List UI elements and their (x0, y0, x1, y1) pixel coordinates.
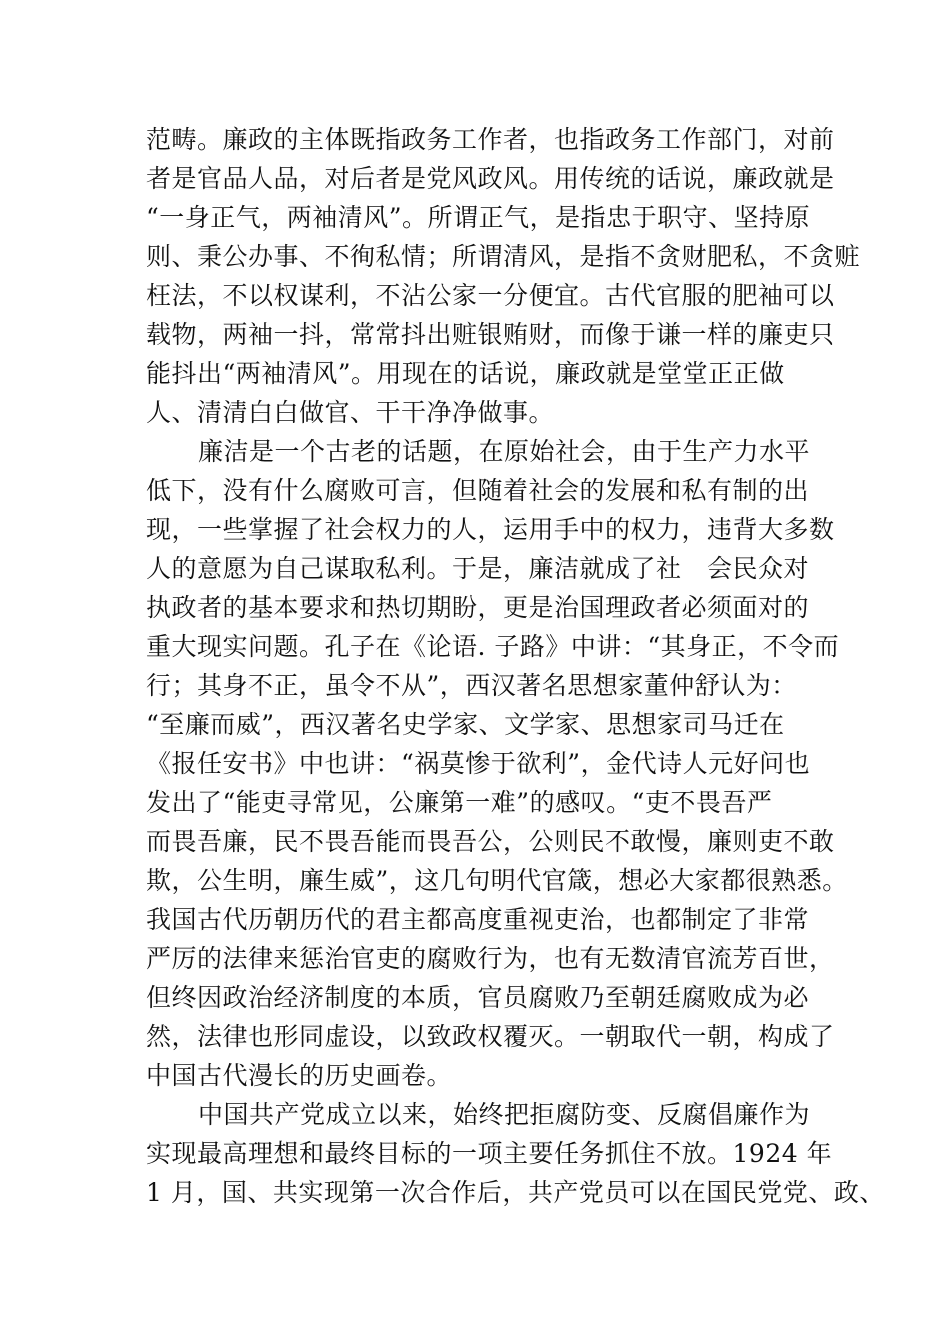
text-line: 《报任安书》中也讲：“祸莫惨于欲利”，金代诗人元好问也 (146, 749, 811, 778)
text-line: 范畴。廉政的主体既指政务工作者，也指政务工作部门，对前 (146, 125, 835, 154)
body-text (146, 120, 885, 1212)
paragraph-start-line: 中国共产党成立以来，始终把拒腐防变、反腐倡廉作为 (198, 1100, 811, 1129)
text-line: 人、清清白白做官、干干净净做事。 (146, 398, 555, 427)
text-line: 严厉的法律来惩治官吏的腐败行为，也有无数清官流芳百世， (146, 944, 835, 973)
text-line: 实现最高理想和最终目标的一项主要任务抓住不放。1924 年 (146, 1139, 833, 1168)
text-line: 人的意愿为自己谋取私利。于是，廉洁就成了社 会民众对 (146, 554, 810, 583)
text-line: 1 月，国、共实现第一次合作后，共产党员可以在国民党党、政、 (146, 1178, 885, 1207)
text-line: 欺，公生明，廉生威”，这几句明代官箴，想必大家都很熟悉。 (146, 866, 848, 895)
text-line: 载物，两袖一抖，常常抖出赃银贿财，而像于谦一样的廉吏只 (146, 320, 835, 349)
text-line: 者是官品人品，对后者是党风政风。用传统的话说，廉政就是 (146, 164, 835, 193)
text-line: 重大现实问题。孔子在《论语. 子路》中讲：“其身正，不令而 (146, 632, 840, 661)
text-line: 中国古代漫长的历史画卷。 (146, 1061, 453, 1090)
text-line: 然，法律也形同虚设，以致政权覆灭。一朝取代一朝，构成了 (146, 1022, 835, 1051)
text-line: 枉法，不以权谋利，不沾公家一分便宜。古代官服的肥袖可以 (146, 281, 835, 310)
paragraph-start-line: 廉洁是一个古老的话题，在原始社会，由于生产力水平 (198, 437, 811, 466)
text-line: “一身正气，两袖清风”。所谓正气，是指忠于职守、坚持原 (146, 203, 811, 232)
text-line: 我国古代历朝历代的君主都高度重视吏治，也都制定了非常 (146, 905, 810, 934)
text-line: 但终因政治经济制度的本质，官员腐败乃至朝廷腐败成为必 (146, 983, 810, 1012)
text-line: “至廉而威”，西汉著名史学家、文学家、思想家司马迁在 (146, 710, 785, 739)
text-line: 能抖出“两袖清风”。用现在的话说，廉政就是堂堂正正做 (146, 359, 785, 388)
text-line: 低下，没有什么腐败可言，但随着社会的发展和私有制的出 (146, 476, 810, 505)
text-line: 行；其身不正，虽令不从”，西汉著名思想家董仲舒认为： (146, 671, 797, 700)
text-line: 则、秉公办事、不徇私情；所谓清风，是指不贪财肥私，不贪赃 (146, 242, 861, 271)
text-line: 发出了“能吏寻常见，公廉第一难”的感叹。“吏不畏吾严 (146, 788, 773, 817)
text-line: 现，一些掌握了社会权力的人，运用手中的权力，违背大多数 (146, 515, 835, 544)
text-line: 执政者的基本要求和热切期盼，更是治国理政者必须面对的 (146, 593, 810, 622)
text-line: 而畏吾廉，民不畏吾能而畏吾公，公则民不敢慢，廉则吏不敢 (146, 827, 835, 856)
